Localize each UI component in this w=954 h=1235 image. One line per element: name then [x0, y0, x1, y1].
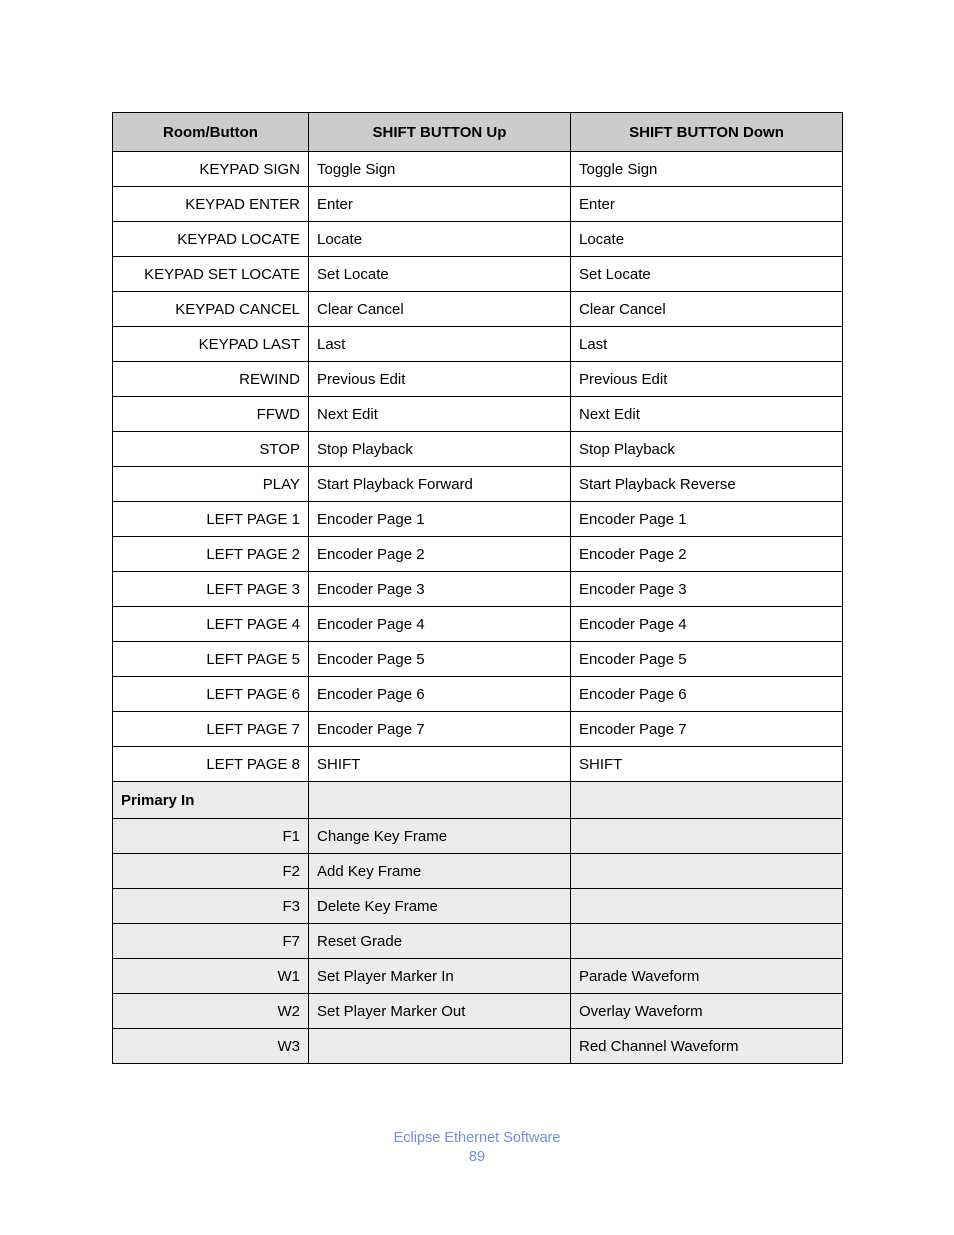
cell-shift-up: SHIFT — [309, 747, 571, 782]
cell-shift-up: Toggle Sign — [309, 152, 571, 187]
cell-button: F7 — [113, 924, 309, 959]
table-row — [113, 642, 843, 677]
cell-button: KEYPAD LAST — [113, 327, 309, 362]
cell-shift-up: Locate — [309, 222, 571, 257]
cell-shift-down: Last — [571, 327, 843, 362]
cell-shift-up: Encoder Page 6 — [309, 677, 571, 712]
cell-button: LEFT PAGE 2 — [113, 537, 309, 572]
cell-shift-down: Encoder Page 1 — [571, 502, 843, 537]
cell-button: KEYPAD ENTER — [113, 187, 309, 222]
cell-button: LEFT PAGE 8 — [113, 747, 309, 782]
cell-shift-down: Clear Cancel — [571, 292, 843, 327]
cell-shift-up: Next Edit — [309, 397, 571, 432]
cell-shift-down — [571, 854, 843, 889]
table-body — [113, 152, 843, 1064]
cell-button: KEYPAD LOCATE — [113, 222, 309, 257]
cell-shift-up: Set Player Marker In — [309, 959, 571, 994]
cell-shift-up: Encoder Page 1 — [309, 502, 571, 537]
cell-shift-down: Parade Waveform — [571, 959, 843, 994]
cell-button: PLAY — [113, 467, 309, 502]
cell-shift-up: Last — [309, 327, 571, 362]
cell-shift-up: Add Key Frame — [309, 854, 571, 889]
cell-button: F1 — [113, 819, 309, 854]
page-number: 89 — [468, 1149, 486, 1165]
cell-shift-up — [309, 1029, 571, 1064]
table-row — [113, 959, 843, 994]
cell-button: F2 — [113, 854, 309, 889]
table-row — [113, 819, 843, 854]
cell-button: FFWD — [113, 397, 309, 432]
cell-shift-up: Encoder Page 5 — [309, 642, 571, 677]
cell-button: W3 — [113, 1029, 309, 1064]
cell-shift-up: Encoder Page 2 — [309, 537, 571, 572]
table-row — [113, 432, 843, 467]
header-shift-up: SHIFT BUTTON Up — [309, 113, 571, 152]
table-row — [113, 327, 843, 362]
cell-shift-down: Start Playback Reverse — [571, 467, 843, 502]
cell-shift-down: Stop Playback — [571, 432, 843, 467]
cell-shift-down — [571, 889, 843, 924]
section-header-row — [113, 782, 843, 819]
table-row — [113, 362, 843, 397]
section-title: Primary In — [113, 782, 309, 819]
cell-shift-up: Change Key Frame — [309, 819, 571, 854]
cell-shift-up: Clear Cancel — [309, 292, 571, 327]
cell-shift-up: Stop Playback — [309, 432, 571, 467]
cell-shift-up: Encoder Page 3 — [309, 572, 571, 607]
cell-button: W2 — [113, 994, 309, 1029]
cell-shift-up: Encoder Page 4 — [309, 607, 571, 642]
cell-shift-down: Encoder Page 2 — [571, 537, 843, 572]
cell-shift-up: Enter — [309, 187, 571, 222]
cell-button: STOP — [113, 432, 309, 467]
cell-shift-down: Red Channel Waveform — [571, 1029, 843, 1064]
table-row — [113, 677, 843, 712]
table-row — [113, 222, 843, 257]
cell-shift-down: Encoder Page 4 — [571, 607, 843, 642]
cell-shift-up: Reset Grade — [309, 924, 571, 959]
cell-shift-down: Toggle Sign — [571, 152, 843, 187]
cell-shift-up: Encoder Page 7 — [309, 712, 571, 747]
cell-shift-down: Encoder Page 3 — [571, 572, 843, 607]
table-row — [113, 889, 843, 924]
table-row — [113, 397, 843, 432]
table-header-row — [113, 113, 843, 152]
cell-shift-down: Set Locate — [571, 257, 843, 292]
cell-shift-down: Previous Edit — [571, 362, 843, 397]
table-row — [113, 187, 843, 222]
header-shift-down: SHIFT BUTTON Down — [571, 113, 843, 152]
table-row — [113, 994, 843, 1029]
table-row — [113, 152, 843, 187]
header-room-button: Room/Button — [113, 113, 309, 152]
table-row — [113, 257, 843, 292]
cell-button: LEFT PAGE 5 — [113, 642, 309, 677]
cell-shift-up: Previous Edit — [309, 362, 571, 397]
table-row — [113, 537, 843, 572]
table-row — [113, 607, 843, 642]
cell-button: KEYPAD SET LOCATE — [113, 257, 309, 292]
footer-title: Eclipse Ethernet Software — [393, 1130, 561, 1146]
table-row — [113, 502, 843, 537]
cell-shift-down — [571, 819, 843, 854]
cell-button: LEFT PAGE 3 — [113, 572, 309, 607]
table-row — [113, 572, 843, 607]
cell-shift-down: Encoder Page 6 — [571, 677, 843, 712]
cell-button: F3 — [113, 889, 309, 924]
cell-button: REWIND — [113, 362, 309, 397]
cell-shift-up: Start Playback Forward — [309, 467, 571, 502]
table-row — [113, 854, 843, 889]
cell-shift-up: Delete Key Frame — [309, 889, 571, 924]
table-row — [113, 712, 843, 747]
table-row — [113, 924, 843, 959]
cell-button: W1 — [113, 959, 309, 994]
table-row — [113, 1029, 843, 1064]
section-empty-cell — [309, 782, 571, 819]
cell-button: LEFT PAGE 6 — [113, 677, 309, 712]
cell-shift-down: SHIFT — [571, 747, 843, 782]
cell-button: KEYPAD SIGN — [113, 152, 309, 187]
table-row — [113, 292, 843, 327]
cell-shift-up: Set Locate — [309, 257, 571, 292]
table-row — [113, 467, 843, 502]
cell-button: KEYPAD CANCEL — [113, 292, 309, 327]
cell-shift-down: Encoder Page 5 — [571, 642, 843, 677]
cell-shift-down: Encoder Page 7 — [571, 712, 843, 747]
cell-button: LEFT PAGE 4 — [113, 607, 309, 642]
table-row — [113, 747, 843, 782]
cell-shift-down: Next Edit — [571, 397, 843, 432]
cell-shift-up: Set Player Marker Out — [309, 994, 571, 1029]
cell-shift-down — [571, 924, 843, 959]
button-mapping-table — [112, 112, 843, 1064]
cell-shift-down: Enter — [571, 187, 843, 222]
cell-shift-down: Overlay Waveform — [571, 994, 843, 1029]
cell-button: LEFT PAGE 7 — [113, 712, 309, 747]
section-empty-cell — [571, 782, 843, 819]
cell-button: LEFT PAGE 1 — [113, 502, 309, 537]
cell-shift-down: Locate — [571, 222, 843, 257]
